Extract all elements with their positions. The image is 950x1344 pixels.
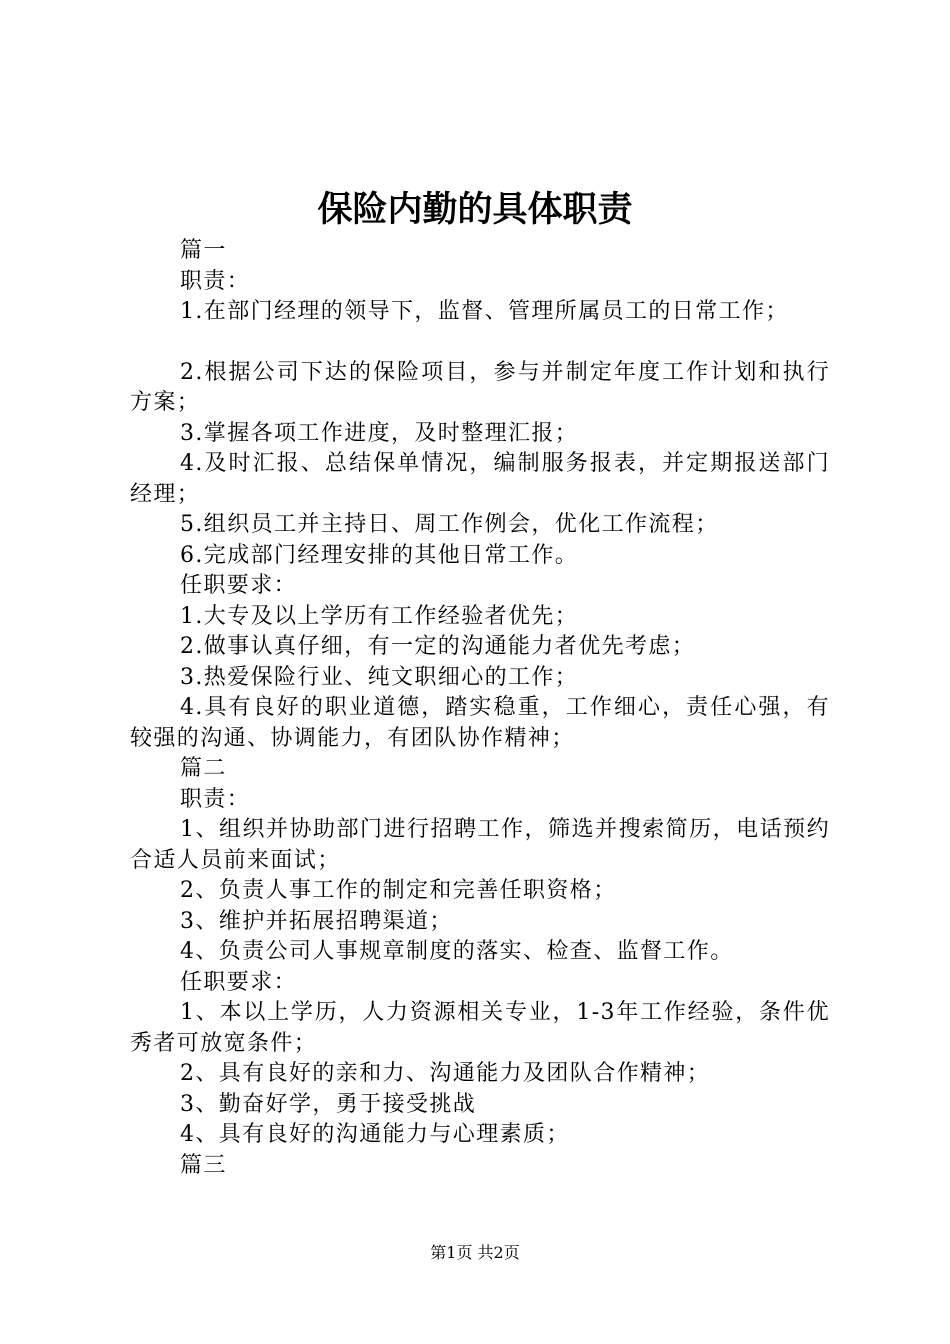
paragraph: 1、组织并协助部门进行招聘工作，筛选并搜索简历，电话预约合适人员前来面试； bbox=[130, 817, 830, 873]
paragraph: 5.组织员工并主持日、周工作例会，优化工作流程； bbox=[180, 512, 719, 537]
document-title: 保险内勤的具体职责 bbox=[317, 189, 633, 230]
subheading: 职责： bbox=[180, 268, 251, 294]
section-heading: 篇三 bbox=[180, 1152, 227, 1178]
paragraph: 1.在部门经理的领导下，监督、管理所属员工的日常工作； bbox=[180, 299, 789, 324]
paragraph: 2.做事认真仔细，有一定的沟通能力者优先考虑； bbox=[180, 634, 696, 659]
paragraph: 3.热爱保险行业、纯文职细心的工作； bbox=[180, 664, 579, 690]
paragraph: 6.完成部门经理安排的其他日常工作。 bbox=[180, 542, 579, 568]
paragraph: 1、本以上学历，人力资源相关专业，1-3年工作经验，条件优秀者可放宽条件； bbox=[130, 1000, 830, 1056]
paragraph: 3、维护并拓展招聘渠道； bbox=[180, 908, 453, 934]
subheading: 任职要求： bbox=[180, 969, 298, 995]
page-number: 第1页 共2页 bbox=[430, 1243, 520, 1262]
paragraph: 1.大专及以上学历有工作经验者优先； bbox=[180, 603, 579, 629]
paragraph: 3、勤奋好学，勇于接受挑战 bbox=[180, 1091, 477, 1117]
paragraph: 3.掌握各项工作进度，及时整理汇报； bbox=[180, 420, 579, 446]
paragraph: 4.具有良好的职业道德，踏实稳重，工作细心，责任心强，有较强的沟通、协调能力，有团队协作精神； bbox=[130, 695, 830, 751]
paragraph: 4、负责公司人事规章制度的落实、检查、监督工作。 bbox=[180, 939, 734, 964]
subheading: 任职要求： bbox=[180, 573, 298, 598]
document-body bbox=[130, 236, 830, 1181]
paragraph: 2、负责人事工作的制定和完善任职资格； bbox=[180, 878, 617, 903]
subheading: 职责： bbox=[180, 786, 251, 812]
section-heading: 篇二 bbox=[180, 756, 227, 781]
paragraph: 4.及时汇报、总结保单情况，编制服务报表，并定期报送部门经理； bbox=[130, 451, 830, 507]
paragraph: 4、具有良好的沟通能力与心理素质； bbox=[180, 1122, 570, 1147]
paragraph: 2、具有良好的亲和力、沟通能力及团队合作精神； bbox=[180, 1061, 711, 1086]
section-heading: 篇一 bbox=[180, 238, 227, 263]
paragraph: 2.根据公司下达的保险项目，参与并制定年度工作计划和执行方案； bbox=[130, 359, 830, 415]
